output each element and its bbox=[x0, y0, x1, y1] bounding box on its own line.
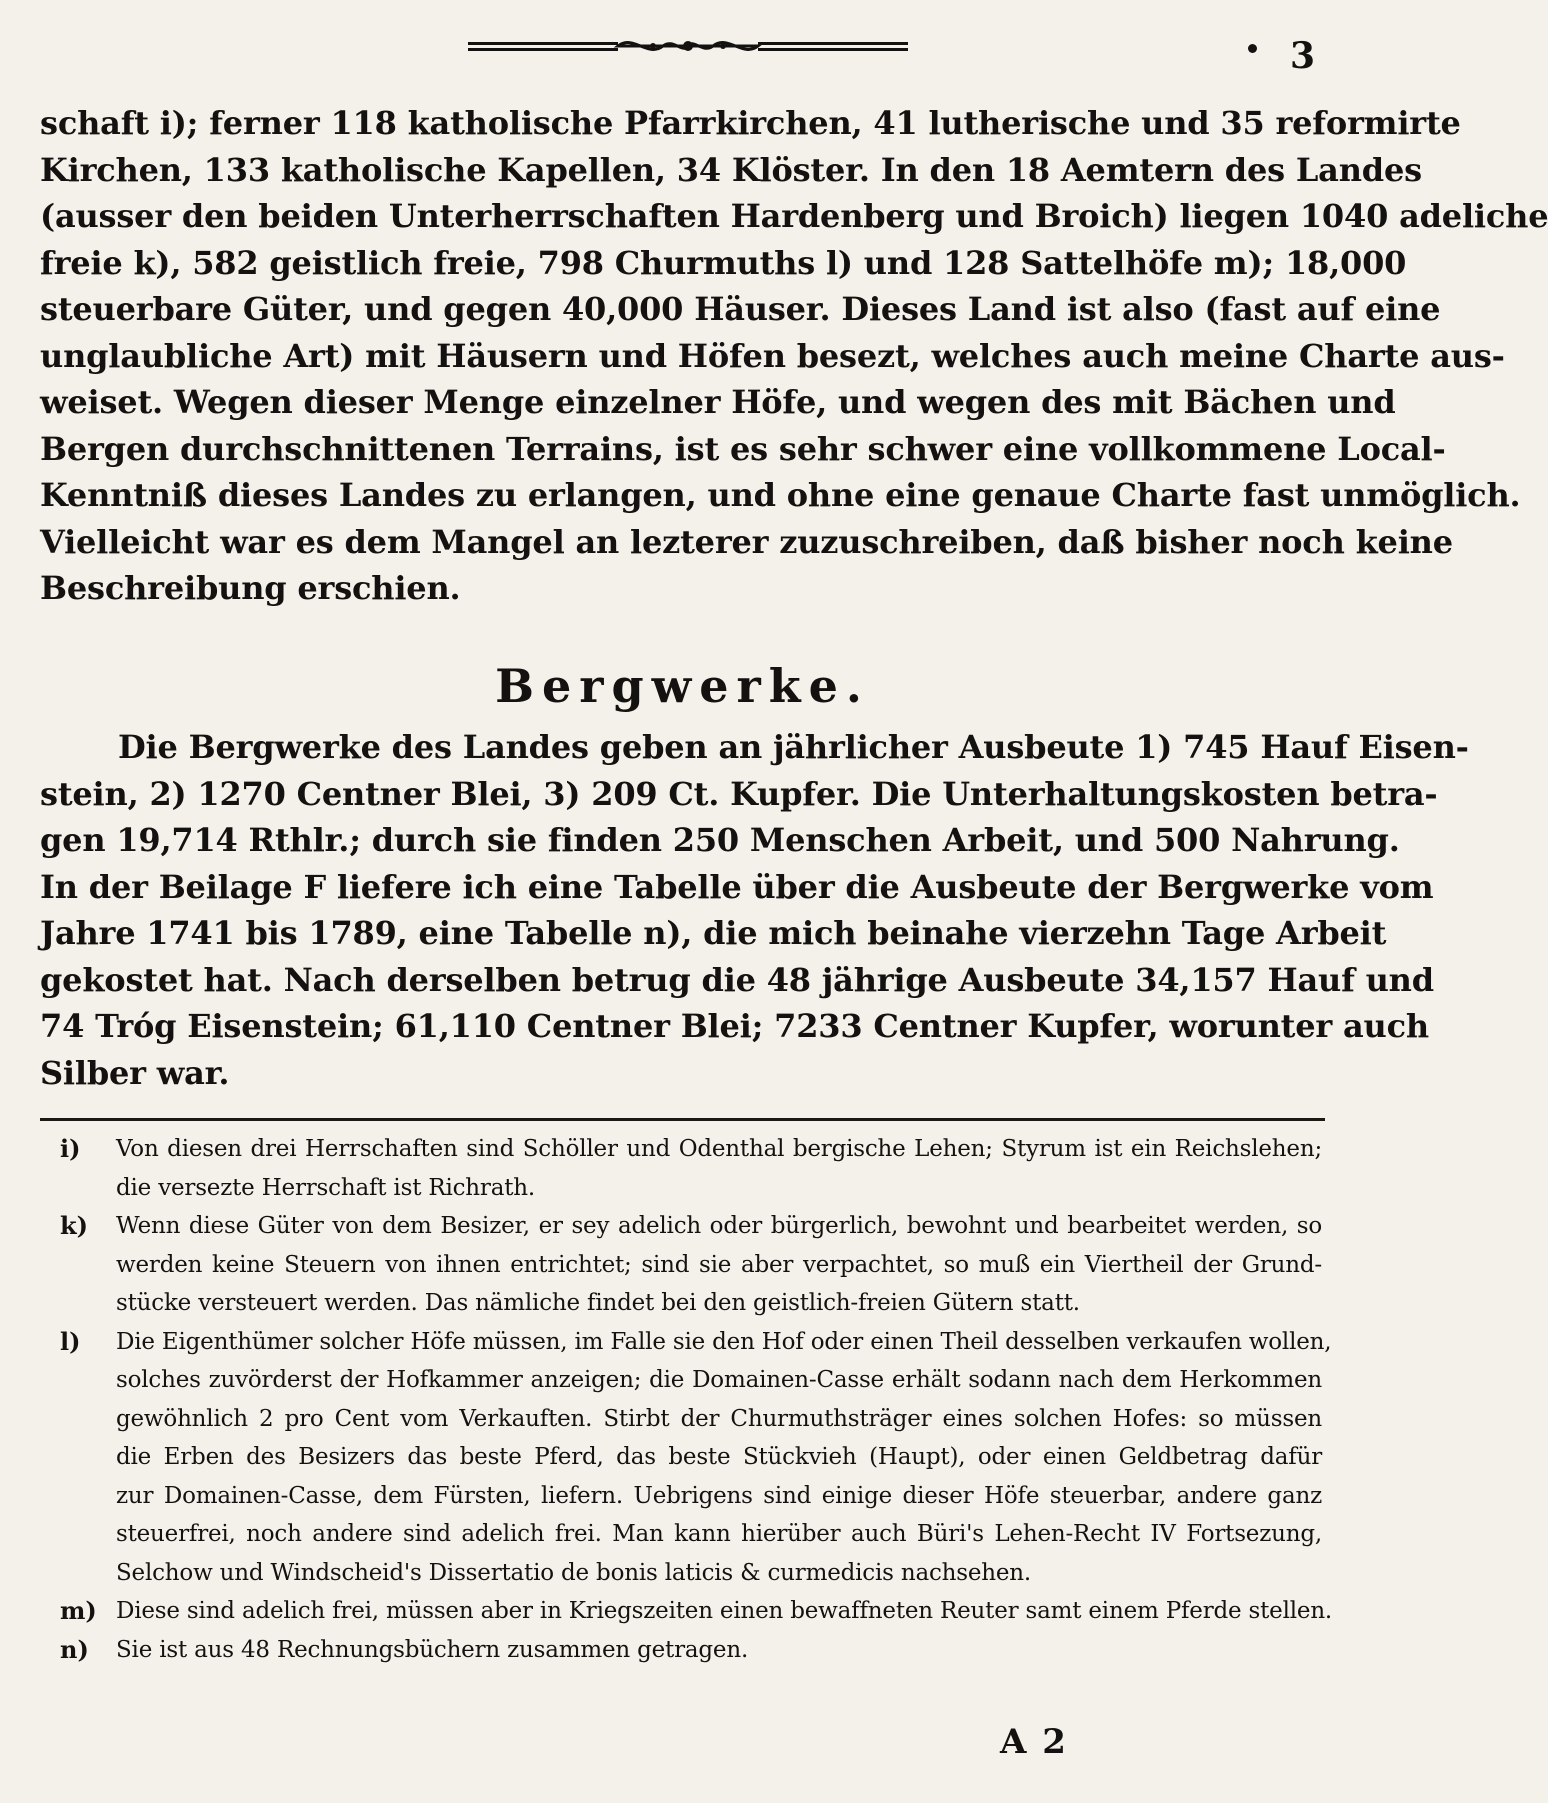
text-line: Kenntniß dieses Landes zu erlangen, und ohne eine genaue Charte fast unmöglich. bbox=[40, 476, 1521, 514]
text-line: Silber war. bbox=[40, 1053, 230, 1092]
section-heading: Bergwerke. bbox=[495, 659, 870, 713]
footnote-body bbox=[116, 1323, 1332, 1593]
page-number: 3 bbox=[1290, 35, 1316, 77]
footnote-divider bbox=[40, 1118, 1325, 1121]
footnote-line: Von diesen drei Herrschaften sind Schöller und Odenthal bergische Lehen; Styrum ist ein Reichslehen; bbox=[116, 1136, 1322, 1162]
main-paragraph bbox=[40, 100, 1548, 612]
text-line: weiset. Wegen dieser Menge einzelner Höfe, und wegen des mit Bächen und bbox=[40, 383, 1396, 421]
text-line: gekostet hat. Nach derselben betrug die 48 jährige Ausbeute 34,157 Hauf und bbox=[40, 960, 1434, 999]
text-line: schaft i); ferner 118 katholische Pfarrkirchen, 41 lutherische und 35 reformirte bbox=[40, 104, 1461, 142]
footnote-line: solches zuvörderst der Hofkammer anzeigen; die Domainen-Casse erhält sodann nach dem Herkommen bbox=[116, 1367, 1322, 1393]
footnote-l bbox=[60, 1323, 1332, 1593]
section-paragraph bbox=[40, 724, 1469, 1096]
decorative-rule-ornament-icon bbox=[468, 34, 908, 60]
footnote-marker: k) bbox=[60, 1211, 88, 1240]
text-line: unglaubliche Art) mit Häusern und Höfen besezt, welches auch meine Charte aus- bbox=[40, 336, 1505, 375]
footnote-m bbox=[60, 1592, 1333, 1631]
footnote-body bbox=[116, 1130, 1322, 1207]
footnote-line: die versezte Herrschaft ist Richrath. bbox=[116, 1174, 535, 1201]
footnote-n bbox=[60, 1631, 1322, 1670]
footnote-body bbox=[116, 1592, 1333, 1631]
text-line: freie k), 582 geistlich freie, 798 Churmuths l) und 128 Sattelhöfe m); 18,000 bbox=[40, 243, 1407, 282]
footnote-line: gewöhnlich 2 pro Cent vom Verkauften. Stirbt der Churmuthsträger eines solchen Hofes: so müssen bbox=[116, 1405, 1322, 1432]
footnote-line: die Erben des Besizers das beste Pferd, das beste Stückvieh (Haupt), oder einen Geldbetrag dafür bbox=[116, 1444, 1322, 1470]
footnote-body bbox=[116, 1207, 1322, 1323]
footnote-body bbox=[116, 1631, 1322, 1670]
footnote-line: werden keine Steuern von ihnen entrichtet; sind sie aber verpachtet, so muß ein Viertheil der Grund- bbox=[116, 1251, 1322, 1278]
text-line: Beschreibung erschien. bbox=[40, 569, 461, 607]
text-line: Bergen durchschnittenen Terrains, ist es sehr schwer eine vollkommene Local- bbox=[40, 429, 1446, 468]
footnote-i bbox=[60, 1130, 1322, 1207]
footnote-marker: l) bbox=[60, 1326, 81, 1356]
text-line: 74 Tróg Eisenstein; 61,110 Centner Blei; 7233 Centner Kupfer, worunter auch bbox=[40, 1007, 1429, 1045]
footnote-line: steuerfrei, noch andere sind adelich frei. Man kann hierüber auch Büri's Lehen-Recht IV Fortsezung, bbox=[116, 1521, 1322, 1547]
footnote-marker: n) bbox=[60, 1634, 89, 1664]
text-line: In der Beilage F liefere ich eine Tabelle über die Ausbeute der Bergwerke vom bbox=[40, 867, 1434, 906]
footnote-marker: i) bbox=[60, 1134, 81, 1163]
text-line: Die Bergwerke des Landes geben an jährlicher Ausbeute 1) 745 Hauf Eisen- bbox=[118, 728, 1469, 766]
text-line: stein, 2) 1270 Centner Blei, 3) 209 Ct. Kupfer. Die Unterhaltungskosten betra- bbox=[40, 774, 1438, 813]
text-line: gen 19,714 Rthlr.; durch sie finden 250 Menschen Arbeit, und 500 Nahrung. bbox=[40, 821, 1400, 859]
text-line: Kirchen, 133 katholische Kapellen, 34 Klöster. In den 18 Aemtern des Landes bbox=[40, 150, 1422, 189]
footnote-marker: m) bbox=[60, 1596, 97, 1625]
footnote-line: Die Eigenthümer solcher Höfe müssen, im Falle sie den Hof oder einen Theil desselben verkaufen wollen, bbox=[116, 1328, 1332, 1355]
page-number-dot bbox=[1248, 44, 1257, 53]
footnote-line: Wenn diese Güter von dem Besizer, er sey adelich oder bürgerlich, bewohnt und bearbeitet werden, so bbox=[116, 1213, 1322, 1239]
text-line: Jahre 1741 bis 1789, eine Tabelle n), die mich beinahe vierzehn Tage Arbeit bbox=[40, 914, 1387, 952]
footnote-line: Selchow und Windscheid's Dissertatio de bonis laticis & curmedicis nachsehen. bbox=[116, 1559, 1032, 1586]
footnote-line: Diese sind adelich frei, müssen aber in Kriegszeiten einen bewaffneten Reuter samt einem Pferde stellen. bbox=[116, 1598, 1333, 1624]
footnote-line: stücke versteuert werden. Das nämliche findet bei den geistlich-freien Gütern statt. bbox=[116, 1290, 1080, 1316]
footnote-k bbox=[60, 1207, 1322, 1323]
text-line: (ausser den beiden Unterherrschaften Hardenberg und Broich) liegen 1040 adeliche bbox=[40, 197, 1548, 235]
footnote-line: zur Domainen-Casse, dem Fürsten, liefern. Uebrigens sind einige dieser Höfe steuerbar, andere ganz bbox=[116, 1482, 1322, 1509]
text-line: steuerbare Güter, und gegen 40,000 Häuser. Dieses Land ist also (fast auf eine bbox=[40, 290, 1441, 328]
text-line: Vielleicht war es dem Mangel an lezterer zuzuschreiben, daß bisher noch keine bbox=[40, 522, 1453, 561]
sheet-signature: A 2 bbox=[1000, 1722, 1068, 1762]
footnote-line: Sie ist aus 48 Rechnungsbüchern zusammen getragen. bbox=[116, 1636, 749, 1663]
footnotes bbox=[60, 1130, 1333, 1669]
